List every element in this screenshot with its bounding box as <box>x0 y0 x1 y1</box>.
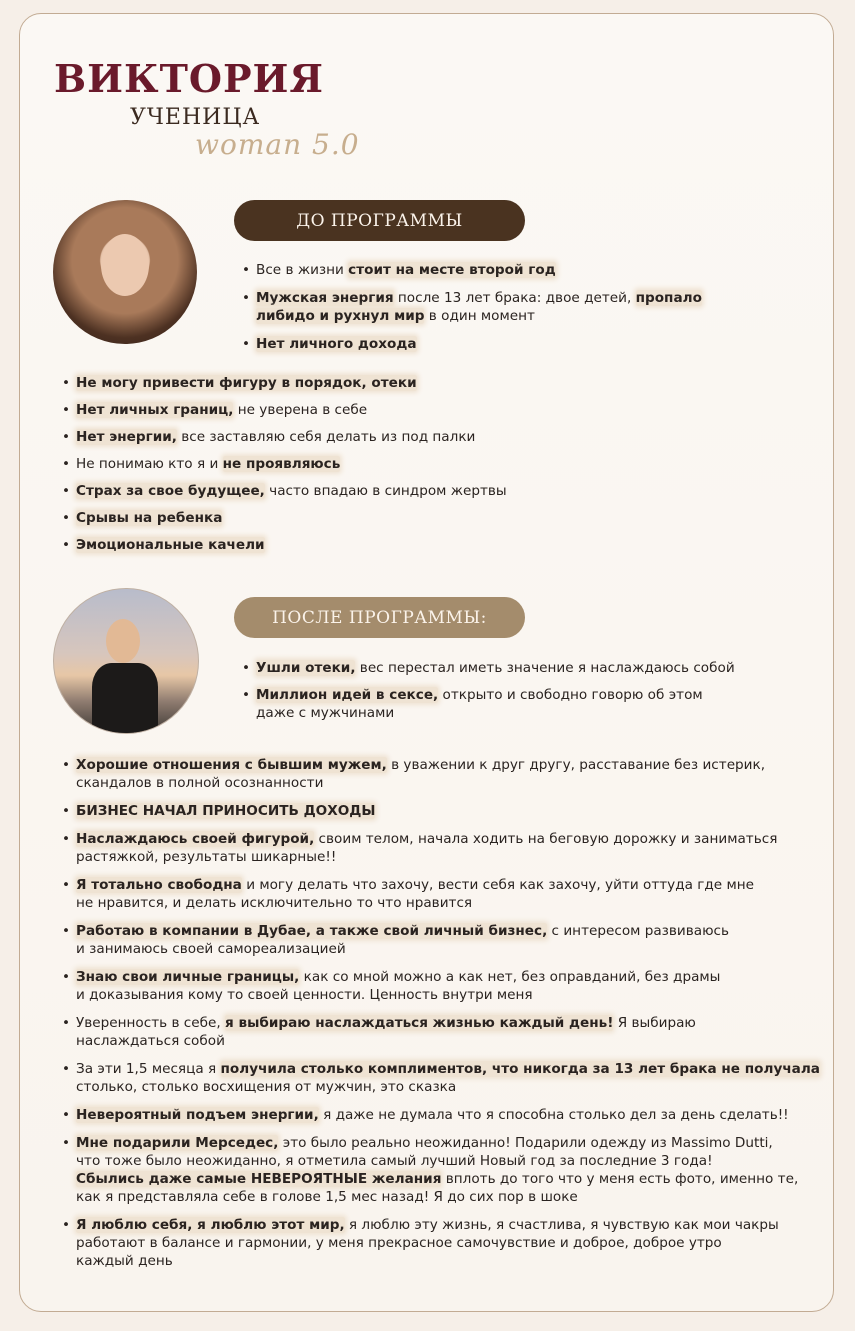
highlight-text: Эмоциональные качели <box>76 537 265 553</box>
body-text: Я выбираю <box>613 1015 696 1031</box>
list-item <box>62 401 822 419</box>
body-text: Уверенность в себе, <box>76 1015 226 1031</box>
highlight-text: Я тотально свободна <box>76 877 242 893</box>
body-text: Не понимаю кто я и <box>76 456 223 472</box>
list-item <box>62 1060 822 1096</box>
highlight-text: Ушли отеки, <box>256 660 356 676</box>
list-item <box>242 659 802 677</box>
list-item <box>242 289 802 325</box>
body-text: с интересом развиваюсь <box>547 923 730 939</box>
highlight-text: Работаю в компании в Дубае, а также свой личный бизнес, <box>76 923 548 939</box>
list-item <box>62 536 822 554</box>
highlight-text: Мне подарили Мерседес, <box>76 1135 279 1151</box>
body-text: даже с мужчинами <box>256 705 395 721</box>
body-text: вес перестал иметь значение я наслаждаюсь собой <box>355 660 735 676</box>
after-photo <box>53 588 199 734</box>
body-text: не нравится, и делать исключительно то что нравится <box>76 895 473 911</box>
highlight-text: я выбираю наслаждаться жизнью каждый день! <box>225 1015 614 1031</box>
body-text: вплоть до того что у меня есть фото, именно те, <box>441 1171 799 1187</box>
after-program-badge: ПОСЛЕ ПРОГРАММЫ: <box>234 597 525 638</box>
body-text: в один момент <box>424 308 535 324</box>
before-list <box>62 374 822 563</box>
body-text: это было реально неожиданно! Подарили одежду из Massimo Dutti, <box>278 1135 773 1151</box>
highlight-text: БИЗНЕС НАЧАЛ ПРИНОСИТЬ ДОХОДЫ <box>76 803 376 819</box>
list-item <box>62 1014 822 1050</box>
body-text: За эти 1,5 месяца я <box>76 1061 221 1077</box>
student-name: ВИКТОРИЯ <box>54 56 324 101</box>
body-text: после 13 лет брака: двое детей, <box>393 290 636 306</box>
list-item <box>62 756 822 792</box>
list-item <box>242 686 802 722</box>
list-item <box>62 876 822 912</box>
highlight-text: пропало <box>635 290 702 306</box>
body-text: и могу делать что захочу, вести себя как захочу, уйти оттуда где мне <box>241 877 754 893</box>
highlight-text: Знаю свои личные границы, <box>76 969 300 985</box>
body-text: каждый день <box>76 1253 173 1269</box>
body-text: часто впадаю в синдром жертвы <box>264 483 507 499</box>
list-item <box>242 261 802 279</box>
highlight-text: либидо и рухнул мир <box>256 308 425 324</box>
highlight-text: Нет личного дохода <box>256 336 417 352</box>
highlight-text: не проявляюсь <box>222 456 341 472</box>
body-text: что тоже было неожиданно, я отметила самый лучший Новый год за последние 3 года! <box>76 1153 713 1169</box>
list-item <box>62 1216 822 1270</box>
before-photo <box>53 200 197 344</box>
highlight-text: Невероятный подъем энергии, <box>76 1107 319 1123</box>
body-text: скандалов в полной осознанности <box>76 775 324 791</box>
student-label: УЧЕНИЦА <box>130 105 261 130</box>
body-text: своим телом, начала ходить на беговую дорожку и заниматься <box>314 831 778 847</box>
highlight-text: Не могу привести фигуру в порядок, отеки <box>76 375 417 391</box>
list-item <box>62 968 822 1004</box>
list-item <box>62 1106 822 1124</box>
body-text: открыто и свободно говорю об этом <box>438 687 703 703</box>
list-item <box>62 1134 822 1206</box>
body-text: наслаждаться собой <box>76 1033 225 1049</box>
highlight-text: получила столько комплиментов, что никогда за 13 лет брака не получала <box>220 1061 820 1077</box>
after-list <box>62 756 822 1280</box>
program-name: woman 5.0 <box>195 128 360 161</box>
highlight-text: стоит на месте второй год <box>348 262 556 278</box>
body-text: не уверена в себе <box>233 402 368 418</box>
list-item <box>62 482 822 500</box>
body-text: Все в жизни <box>256 262 349 278</box>
list-item <box>62 428 822 446</box>
highlight-text: Миллион идей в сексе, <box>256 687 439 703</box>
body-text: как я представляла себе в голове 1,5 мес назад! Я до сих пор в шоке <box>76 1189 578 1205</box>
highlight-text: Мужская энергия <box>256 290 394 306</box>
list-item <box>62 922 822 958</box>
body-text: и доказывания кому то своей ценности. Ценность внутри меня <box>76 987 533 1003</box>
body-text: все заставляю себя делать из под палки <box>176 429 476 445</box>
highlight-text: Я люблю себя, я люблю этот мир, <box>76 1217 345 1233</box>
before-summary-list <box>242 261 802 363</box>
highlight-text: Наслаждаюсь своей фигурой, <box>76 831 315 847</box>
body-text: я даже не думала что я способна столько дел за день сделать!! <box>318 1107 789 1123</box>
body-text: как со мной можно а как нет, без оправданий, без драмы <box>299 969 721 985</box>
highlight-text: Страх за свое будущее, <box>76 483 265 499</box>
list-item <box>62 509 822 527</box>
list-item <box>62 374 822 392</box>
list-item <box>62 455 822 473</box>
after-summary-list <box>242 659 802 731</box>
list-item <box>242 335 802 353</box>
highlight-text: Нет энергии, <box>76 429 177 445</box>
list-item <box>62 802 822 820</box>
highlight-text: Хорошие отношения с бывшим мужем, <box>76 757 387 773</box>
body-text: в уважении к друг другу, расставание без истерик, <box>386 757 766 773</box>
highlight-text: Срывы на ребенка <box>76 510 223 526</box>
highlight-text: Нет личных границ, <box>76 402 234 418</box>
body-text: работают в балансе и гармонии, у меня прекрасное самочувствие и доброе, доброе утро <box>76 1235 722 1251</box>
body-text: столько, столько восхищения от мужчин, это сказка <box>76 1079 457 1095</box>
body-text: и занимаюсь своей самореализацией <box>76 941 346 957</box>
before-program-badge: ДО ПРОГРАММЫ <box>234 200 525 241</box>
body-text: растяжкой, результаты шикарные!! <box>76 849 337 865</box>
body-text: я люблю эту жизнь, я счастлива, я чувствую как мои чакры <box>344 1217 779 1233</box>
list-item <box>62 830 822 866</box>
highlight-text: Сбылись даже самые НЕВЕРОЯТНЫЕ желания <box>76 1171 442 1187</box>
